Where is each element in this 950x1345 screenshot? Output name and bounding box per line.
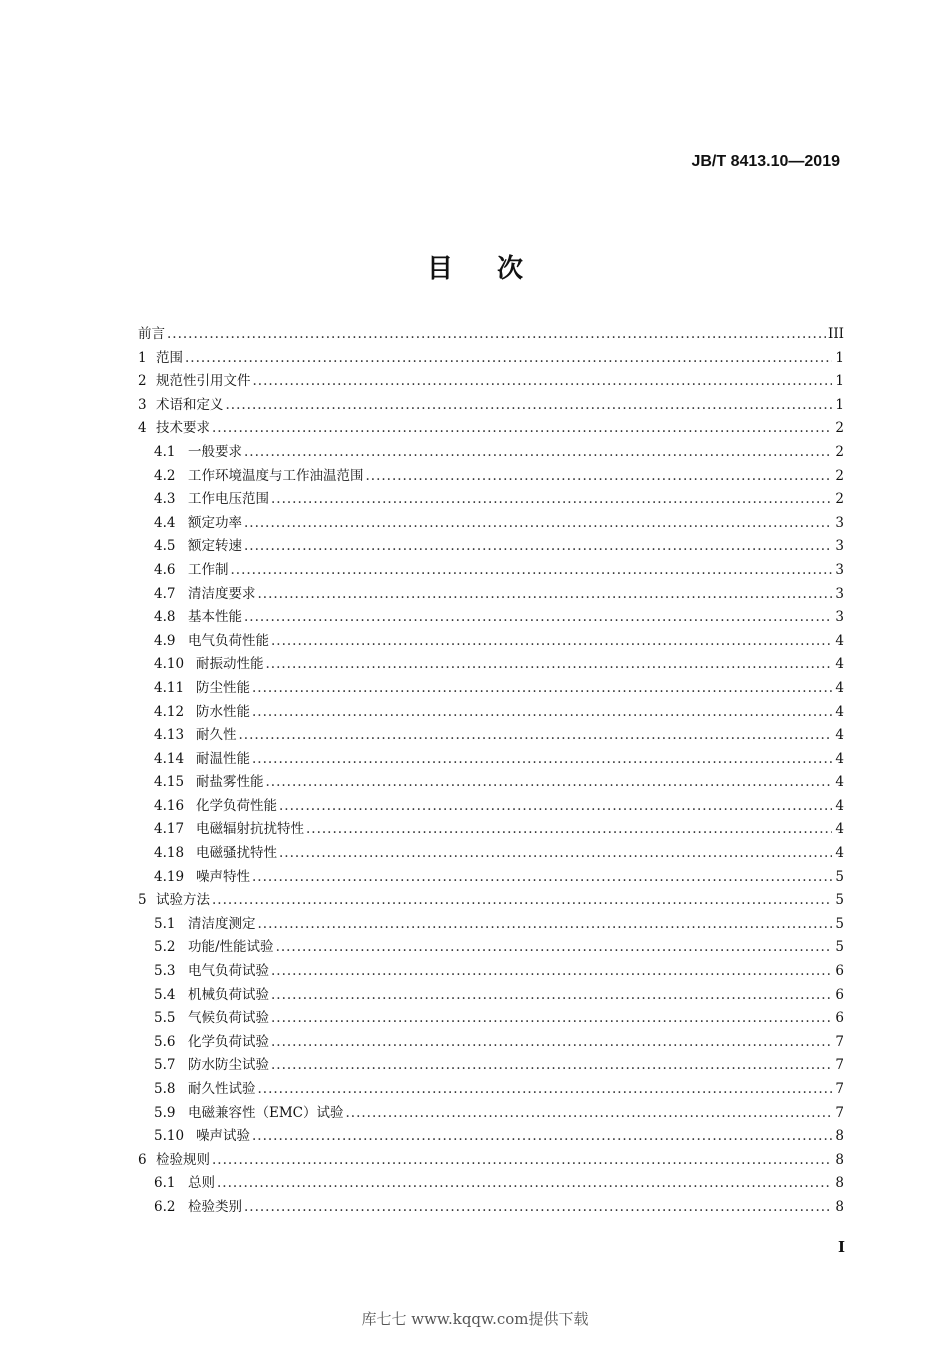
toc-entry-number: 4.17: [154, 821, 185, 838]
toc-dot-leader: [279, 842, 832, 866]
toc-dot-leader: [366, 465, 833, 489]
toc-entry[interactable]: [138, 701, 844, 725]
toc-dot-leader: [258, 583, 833, 607]
toc-entry-page: 8: [835, 1128, 844, 1145]
toc-dot-leader: [276, 936, 832, 960]
toc-entry-page: 2: [835, 467, 844, 484]
toc-dot-leader: [271, 1031, 832, 1055]
toc-entry-number: 4.6: [154, 561, 176, 578]
toc-entry-page: 7: [835, 1104, 844, 1121]
toc-entry-number: 4.2: [154, 467, 176, 484]
toc-entry-number: 4.13: [154, 727, 185, 744]
toc-entry-page: 4: [835, 703, 844, 720]
toc-entry-label: 额定功率: [188, 514, 242, 531]
toc-entry-page: 4: [835, 821, 844, 838]
toc-entry[interactable]: [138, 1054, 844, 1078]
toc-entry-number: 5: [138, 892, 147, 909]
toc-entry-page: 7: [835, 1033, 844, 1050]
toc-entry-label: 规范性引用文件: [156, 373, 251, 390]
toc-entry[interactable]: [138, 559, 844, 583]
toc-entry-label: 噪声特性: [196, 868, 250, 885]
toc-dot-leader: [217, 1172, 832, 1196]
toc-entry-label: 耐振动性能: [196, 656, 264, 673]
toc-entry[interactable]: [138, 1196, 844, 1220]
toc-dot-leader: [271, 984, 832, 1008]
toc-entry-label: 电磁骚扰特性: [196, 845, 277, 862]
toc-entry-number: 4.5: [154, 538, 176, 555]
toc-entry[interactable]: [138, 818, 844, 842]
toc-dot-leader: [252, 748, 832, 772]
toc-entry-label: 噪声试验: [196, 1128, 250, 1145]
toc-entry-label: 耐久性试验: [188, 1081, 256, 1097]
toc-dot-leader: [271, 488, 832, 512]
toc-entry-page: 7: [835, 1081, 844, 1097]
toc-dot-leader: [252, 1125, 832, 1149]
toc-entry-label: 气候负荷试验: [188, 1010, 269, 1027]
toc-entry-label: 防水防尘试验: [188, 1057, 269, 1074]
toc-entry-page: 4: [835, 656, 844, 673]
toc-dot-leader: [252, 677, 832, 701]
toc-dot-leader: [346, 1102, 832, 1126]
toc-entry-page: 4: [835, 774, 844, 791]
toc-entry-label: 耐温性能: [196, 750, 250, 767]
toc-entry-label: 耐久性: [196, 727, 237, 744]
toc-dot-leader: [252, 866, 832, 890]
toc-entry-label: 技术要求: [156, 420, 210, 437]
toc-entry-page: 8: [835, 1175, 844, 1192]
toc-entry-number: 5.3: [154, 963, 176, 980]
toc-entry-page: 5: [835, 939, 844, 956]
toc-entry-label: 机械负荷试验: [188, 986, 269, 1003]
toc-entry-page: 3: [835, 585, 844, 602]
toc-dot-leader: [271, 630, 832, 654]
toc-entry-page: 8: [835, 1198, 844, 1215]
toc-entry-number: 4.11: [154, 679, 185, 696]
toc-dot-leader: [226, 394, 833, 418]
toc-entry-page: 3: [835, 538, 844, 555]
toc-dot-leader: [244, 512, 832, 536]
toc-entry[interactable]: [138, 889, 844, 913]
toc-entry-page: 5: [835, 915, 844, 932]
toc-entry-label: 电磁兼容性（EMC）试验: [188, 1104, 344, 1121]
toc-entry[interactable]: [138, 488, 844, 512]
toc-entry-label: 基本性能: [188, 609, 242, 626]
toc-entry-number: 4.16: [154, 797, 185, 814]
toc-entry-label: 术语和定义: [156, 396, 224, 413]
toc-entry-number: 4.14: [154, 750, 185, 767]
toc-entry-number: 1: [138, 349, 147, 366]
page-number: I: [837, 1238, 845, 1256]
toc-entry[interactable]: [138, 724, 844, 748]
toc-entry[interactable]: [138, 913, 844, 937]
toc-entry-label: 工作制: [188, 561, 229, 578]
toc-entry-page: 4: [835, 727, 844, 744]
toc-dot-leader: [244, 1196, 832, 1220]
toc-entry-number: 4.7: [154, 585, 176, 602]
toc-entry-number: 4.15: [154, 774, 185, 791]
toc-entry-page: 3: [835, 609, 844, 626]
toc-dot-leader: [279, 795, 832, 819]
toc-entry-number: 6.2: [154, 1198, 176, 1215]
toc-entry-page: 7: [835, 1057, 844, 1074]
toc-entry[interactable]: [138, 1031, 844, 1055]
toc-entry-label: 防尘性能: [196, 679, 250, 696]
toc-entry-page: 4: [835, 632, 844, 649]
toc-entry-page: 2: [835, 491, 844, 508]
toc-entry[interactable]: [138, 1078, 844, 1102]
toc-entry-label: 范围: [156, 349, 183, 366]
toc-entry[interactable]: [138, 630, 844, 654]
toc-entry-number: 4.18: [154, 845, 185, 862]
toc-entry-page: 5: [835, 868, 844, 885]
toc-entry-number: 5.7: [154, 1057, 176, 1074]
toc-entry[interactable]: [138, 370, 844, 394]
toc-entry[interactable]: [138, 535, 844, 559]
toc-entry[interactable]: [138, 441, 844, 465]
toc-entry-number: 5.9: [154, 1104, 176, 1121]
toc-entry-number: 3: [138, 396, 147, 413]
toc-dot-leader: [258, 1078, 833, 1102]
toc-entry-label: 总则: [188, 1175, 215, 1192]
toc-entry-page: 4: [835, 679, 844, 696]
toc-entry-page: 6: [835, 963, 844, 980]
toc-entry-page: 1: [835, 396, 844, 413]
toc-dot-leader: [306, 818, 832, 842]
toc-entry[interactable]: [138, 1149, 844, 1173]
toc-entry[interactable]: [138, 512, 844, 536]
toc-entry[interactable]: [138, 583, 844, 607]
toc-dot-leader: [266, 653, 833, 677]
toc-entry[interactable]: [138, 984, 844, 1008]
footer-watermark: 库七七 www.kqqw.com提供下载: [361, 1310, 589, 1328]
toc-entry-number: 5.4: [154, 986, 176, 1003]
toc-entry[interactable]: [138, 323, 844, 347]
toc-dot-leader: [212, 889, 832, 913]
toc-entry-number: 5.2: [154, 939, 176, 956]
toc-entry-page: 6: [835, 986, 844, 1003]
toc-entry-page: 8: [835, 1151, 844, 1168]
toc-entry-label: 化学负荷试验: [188, 1033, 269, 1050]
toc-entry-number: 6: [138, 1151, 147, 1168]
toc-entry-page: III: [828, 326, 844, 342]
toc-entry-label: 电气负荷试验: [188, 963, 269, 980]
toc-entry-page: 5: [835, 892, 844, 909]
toc-entry-page: 1: [835, 349, 844, 366]
toc-dot-leader: [185, 347, 832, 371]
toc-entry-label: 耐盐雾性能: [196, 774, 264, 791]
toc-entry-number: 4.3: [154, 491, 176, 508]
toc-dot-leader: [239, 724, 833, 748]
toc-entry-label: 检验类别: [188, 1198, 242, 1215]
toc-entry[interactable]: [138, 606, 844, 630]
toc-entry-label: 电气负荷性能: [188, 632, 269, 649]
toc-entry-number: 4.9: [154, 632, 176, 649]
toc-dot-leader: [253, 370, 833, 394]
toc-entry[interactable]: [138, 748, 844, 772]
toc-entry[interactable]: [138, 394, 844, 418]
toc-entry-number: 5.8: [154, 1081, 176, 1097]
toc-entry[interactable]: [138, 677, 844, 701]
toc-entry-label: 工作环境温度与工作油温范围: [188, 467, 364, 484]
toc-dot-leader: [231, 559, 833, 583]
toc-entry-number: 2: [138, 373, 147, 390]
toc-entry-number: 4.8: [154, 609, 176, 626]
toc-entry-page: 3: [835, 561, 844, 578]
toc-dot-leader: [244, 441, 832, 465]
toc-entry-page: 1: [835, 373, 844, 390]
toc-entry-label: 清洁度要求: [188, 585, 256, 602]
toc-entry[interactable]: [138, 417, 844, 441]
toc-entry-label: 额定转速: [188, 538, 242, 555]
toc-entry-page: 2: [835, 443, 844, 460]
toc-entry-number: 4.10: [154, 656, 185, 673]
toc-entry-number: 4: [138, 420, 147, 437]
toc-entry-page: 4: [835, 845, 844, 862]
document-code: JB/T 8413.10—2019: [691, 153, 840, 170]
table-of-contents: [138, 323, 844, 1220]
toc-dot-leader: [244, 535, 832, 559]
toc-entry[interactable]: [138, 842, 844, 866]
toc-entry[interactable]: [138, 1102, 844, 1126]
toc-entry-label: 清洁度测定: [188, 915, 256, 932]
toc-dot-leader: [212, 417, 832, 441]
toc-dot-leader: [244, 606, 832, 630]
toc-dot-leader: [266, 771, 833, 795]
toc-entry-page: 2: [835, 420, 844, 437]
toc-entry[interactable]: [138, 465, 844, 489]
toc-entry-number: 6.1: [154, 1175, 176, 1192]
toc-dot-leader: [258, 913, 833, 937]
toc-entry-number: 5.10: [154, 1128, 185, 1145]
toc-entry[interactable]: [138, 347, 844, 371]
toc-entry-page: 4: [835, 750, 844, 767]
toc-dot-leader: [271, 960, 832, 984]
toc-entry-number: 5.1: [154, 915, 176, 932]
toc-dot-leader: [252, 701, 832, 725]
toc-entry-number: 4.12: [154, 703, 185, 720]
toc-entry[interactable]: [138, 653, 844, 677]
toc-entry[interactable]: [138, 1007, 844, 1031]
toc-entry-label: 电磁辐射抗扰特性: [196, 821, 304, 838]
toc-dot-leader: [212, 1149, 832, 1173]
toc-entry[interactable]: [138, 1125, 844, 1149]
toc-entry-number: 5.5: [154, 1010, 176, 1027]
toc-entry[interactable]: [138, 771, 844, 795]
toc-entry-page: 4: [835, 797, 844, 814]
toc-entry-label: 试验方法: [156, 892, 210, 909]
toc-dot-leader: [167, 323, 826, 347]
toc-entry-number: 4.1: [154, 443, 176, 460]
toc-entry-page: 6: [835, 1010, 844, 1027]
toc-entry-label: 防水性能: [196, 703, 250, 720]
toc-entry-number: 4.19: [154, 868, 185, 885]
toc-entry-label: 功能/性能试验: [188, 939, 274, 956]
toc-dot-leader: [271, 1007, 832, 1031]
toc-entry[interactable]: [138, 960, 844, 984]
toc-entry-label: 检验规则: [156, 1151, 210, 1168]
page-title: 目次: [426, 254, 567, 284]
toc-entry[interactable]: [138, 936, 844, 960]
toc-entry-label: 一般要求: [188, 443, 242, 460]
toc-entry-number: 4.4: [154, 514, 176, 531]
toc-entry[interactable]: [138, 1172, 844, 1196]
toc-entry-label: 工作电压范围: [188, 491, 269, 508]
toc-entry-label: 化学负荷性能: [196, 797, 277, 814]
toc-entry-label: 前言: [138, 326, 165, 342]
toc-entry-number: 5.6: [154, 1033, 176, 1050]
toc-entry-page: 3: [835, 514, 844, 531]
toc-entry[interactable]: [138, 866, 844, 890]
toc-dot-leader: [271, 1054, 832, 1078]
toc-entry[interactable]: [138, 795, 844, 819]
